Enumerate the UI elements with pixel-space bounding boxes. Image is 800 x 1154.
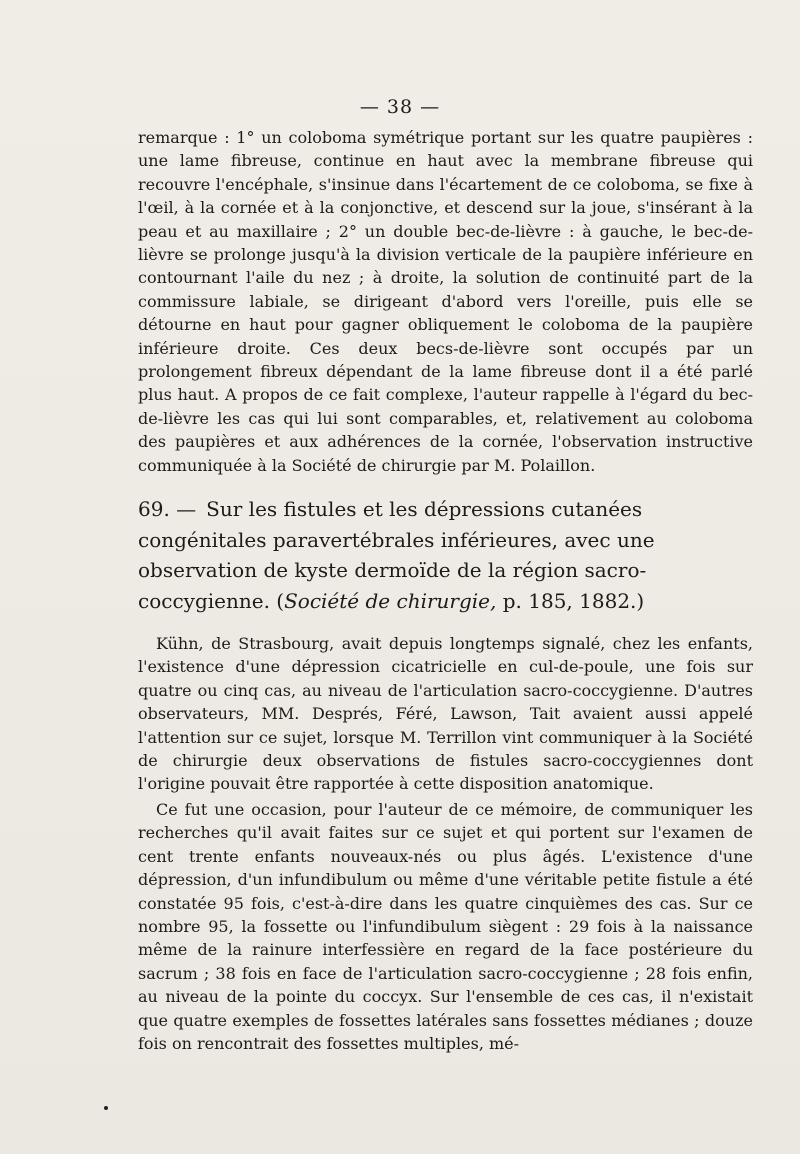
page-number: — 38 —	[359, 96, 441, 118]
paragraph-research: Ce fut une occasion, pour l'auteur de ce mémoire, de communiquer les recherches qu'il avait faites sur ce sujet et qui portent sur l'examen de cent trente enfants nouveaux-nés ou plus âgés. L'existence d'une dépression, d'un infundibulum ou même d'une véritable petite fistule a été constatée 95 fois, c'est-à-dire dans les quatre cinquièmes des cas. Sur ce nombre 95, la fossette ou l'infundibulum siègent : 29 fois à la naissance même de la rainure interfessière en regard de la face postérieure du sacrum ; 38 fois en face de l'articulation sacro-coccygienne ; 28 fois enfin, au niveau de la pointe du coccyx. Sur l'ensemble de ces cas, il n'existait que quatre exemples de fossettes latérales sans fossettes médianes ; douze fois on rencontrait des fossettes multiples, mé-	[138, 800, 753, 1054]
heading-number: 69. —	[138, 497, 197, 521]
ink-speck	[104, 1106, 108, 1110]
paragraph-continued: remarque : 1° un coloboma symétrique portant sur les quatre paupières : une lame fibreuse, continue en haut avec la membrane fibreuse qui recouvre l'encéphale, s'insinue dans l'écartement de ce coloboma, se fixe à l'œil, à la cornée et à la conjonctive, et descend sur la joue, s'insérant à la peau et au maxillaire ; 2° un double bec-de-lièvre : à gauche, le bec-de-lièvre se prolonge jusqu'à la division verticale de la paupière inférieure en contournant l'aile du nez ; à droite, la solution de continuité part de la commissure labiale, se dirigeant d'abord vers l'oreille, puis elle se détourne en haut pour gagner obliquement le coloboma de la paupière inférieure droite. Ces deux becs-de-lièvre sont occupés par un prolongement fibreux dépendant de la lame fibreuse dont il a été parlé plus haut. A propos de ce fait complexe, l'auteur rappelle à l'égard du bec-de-lièvre les cas qui lui sont comparables, et, relativement au coloboma des paupières et aux adhérences de la cornée, l'observation instructive communiquée à la Société de chirurgie par M. Polaillon.	[138, 128, 753, 475]
heading-source: Société de chirurgie,	[284, 588, 497, 613]
section-heading	[138, 494, 753, 616]
paragraph-kuhn: Kühn, de Strasbourg, avait depuis longtemps signalé, chez les enfants, l'existence d'une dépression cicatricielle en cul-de-poule, une fois sur quatre ou cinq cas, au niveau de l'articulation sacro-coccygienne. D'autres observateurs, MM. Després, Féré, Lawson, Tait avaient aussi appelé l'attention sur ce sujet, lorsque M. Terrillon vint communiquer à la Société de chirurgie deux observations de fistules sacro-coccygiennes dont l'origine pouvait être rapportée à cette disposition anatomique.	[138, 634, 753, 794]
heading-title: Sur les fistules et les dépressions cutanées congénitales paravertébrales inférieures, avec une observation de kyste dermoïde de la région sacro-coccygienne. (	[138, 497, 655, 613]
heading-source-detail: p. 185, 1882.)	[496, 588, 645, 613]
